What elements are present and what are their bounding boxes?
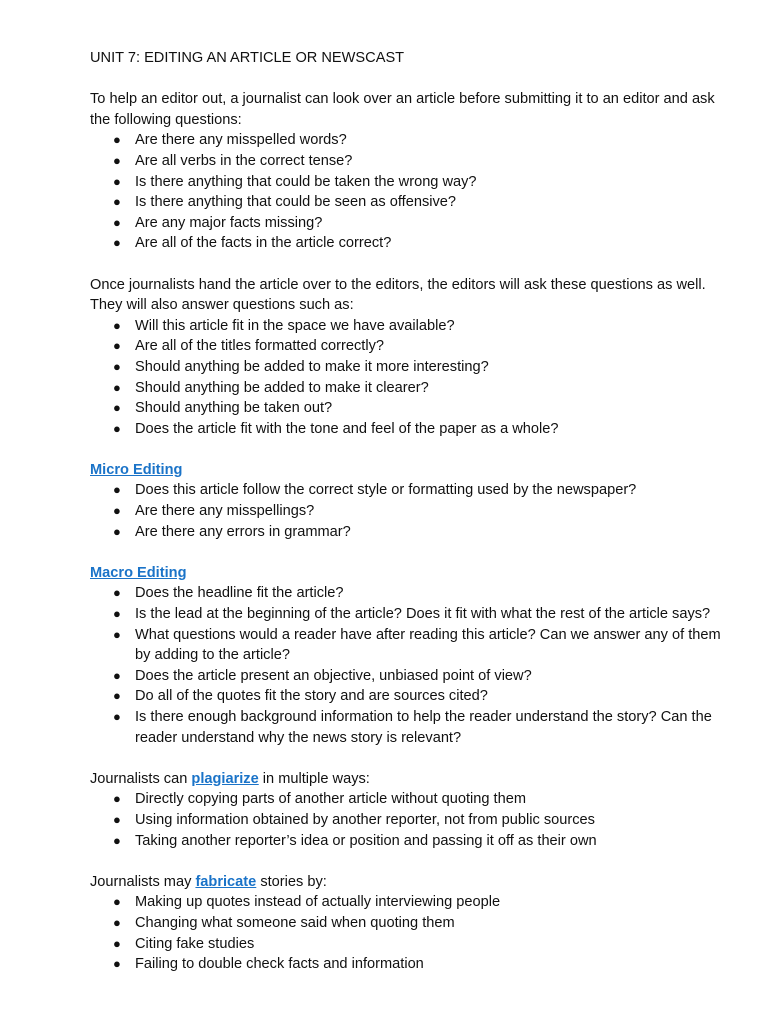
bullet-icon: ● (113, 400, 121, 416)
list-item (90, 789, 735, 810)
bullet-icon: ● (113, 503, 121, 519)
list-item (90, 480, 735, 501)
list-item (90, 583, 735, 604)
list-item-text: Should anything be added to make it clearer? (135, 379, 429, 396)
fabricate-text-before: Journalists may (90, 873, 196, 890)
list-item-text: Will this article fit in the space we have available? (135, 317, 455, 334)
page-title: UNIT 7: EDITING AN ARTICLE OR NEWSCAST (90, 50, 405, 66)
bullet-icon: ● (113, 626, 121, 642)
macro-editing-heading-link[interactable]: Macro Editing (90, 564, 187, 581)
micro-editing-list (90, 480, 735, 542)
plagiarize-section (90, 769, 735, 851)
list-item-text: Does the article fit with the tone and feel of the paper as a whole? (135, 420, 559, 437)
bullet-icon: ● (113, 606, 121, 622)
list-item (90, 934, 735, 955)
plagiarize-paragraph (90, 769, 735, 790)
list-item (90, 501, 735, 522)
bullet-icon: ● (113, 667, 121, 683)
list-item-text: Using information obtained by another reporter, not from public sources (135, 811, 595, 828)
list-item (90, 213, 735, 234)
bullet-icon: ● (113, 173, 121, 189)
bullet-icon: ● (113, 791, 121, 807)
bullet-icon: ● (113, 420, 121, 436)
bullet-icon: ● (113, 379, 121, 395)
list-item-text: Is there anything that could be seen as offensive? (135, 194, 457, 211)
bullet-icon: ● (113, 523, 121, 539)
bullet-icon: ● (113, 235, 121, 251)
fabricate-paragraph (90, 872, 735, 893)
list-item (90, 686, 735, 707)
list-item-text: What questions would a reader have after reading this article? Can we answer any of them by adding to the article? (135, 626, 721, 664)
list-item (90, 357, 735, 378)
bullet-icon: ● (113, 317, 121, 333)
list-item (90, 398, 735, 419)
list-item-text: Changing what someone said when quoting them (135, 914, 455, 931)
fabricate-list (90, 892, 735, 974)
document-page (90, 48, 735, 975)
list-item (90, 954, 735, 975)
bullet-icon: ● (113, 194, 121, 210)
bullet-icon: ● (113, 152, 121, 168)
bullet-icon: ● (113, 482, 121, 498)
bullet-icon: ● (113, 214, 121, 230)
list-item-text: Does the article present an objective, unbiased point of view? (135, 667, 532, 684)
bullet-icon: ● (113, 956, 121, 972)
list-item-text: Is there anything that could be taken the wrong way? (135, 173, 477, 190)
list-item-text: Should anything be added to make it more interesting? (135, 358, 489, 375)
bullet-icon: ● (113, 688, 121, 704)
list-item (90, 831, 735, 852)
list-item-text: Does this article follow the correct style or formatting used by the newspaper? (135, 482, 637, 499)
list-item (90, 233, 735, 254)
intro-list (90, 130, 735, 254)
macro-editing-section (90, 563, 735, 748)
list-item (90, 666, 735, 687)
list-item-text: Are any major facts missing? (135, 214, 323, 231)
list-item-text: Taking another reporter’s idea or position and passing it off as their own (135, 832, 597, 849)
macro-editing-list (90, 583, 735, 748)
bullet-icon: ● (113, 358, 121, 374)
bullet-icon: ● (113, 811, 121, 827)
micro-editing-heading-link[interactable]: Micro Editing (90, 461, 183, 478)
plagiarize-text-before: Journalists can (90, 770, 192, 787)
list-item (90, 913, 735, 934)
list-item (90, 192, 735, 213)
list-item-text: Should anything be taken out? (135, 400, 333, 417)
list-item (90, 625, 735, 666)
list-item-text: Making up quotes instead of actually interviewing people (135, 894, 501, 911)
list-item-text: Do all of the quotes fit the story and are sources cited? (135, 688, 488, 705)
list-item-text: Are there any misspellings? (135, 503, 315, 520)
list-item-text: Failing to double check facts and information (135, 956, 424, 973)
bullet-icon: ● (113, 914, 121, 930)
intro-section (90, 89, 735, 254)
list-item-text: Is there enough background information to help the reader understand the story? Can the reader understand why the news story is relevant? (135, 709, 712, 746)
list-item-text: Are all verbs in the correct tense? (135, 152, 353, 169)
bullet-icon: ● (113, 709, 121, 724)
micro-editing-section (90, 460, 735, 542)
list-item-text: Does the headline fit the article? (135, 585, 344, 602)
plagiarize-text-after: in multiple ways: (258, 770, 370, 787)
intro-paragraph: To help an editor out, a journalist can look over an article before submitting it to an editor and ask the following questions: (90, 91, 715, 128)
editors-paragraph: Once journalists hand the article over to the editors, the editors will ask these questions as well. They will also answer questions such as: (90, 276, 706, 314)
bullet-icon: ● (113, 935, 121, 951)
list-item-text: Directly copying parts of another article without quoting them (135, 791, 526, 808)
editors-section (90, 275, 735, 440)
fabricate-link[interactable]: fabricate (195, 873, 257, 890)
list-item-text: Are there any misspelled words? (135, 132, 347, 149)
list-item (90, 707, 735, 748)
editors-list (90, 316, 735, 440)
list-item-text: Are there any errors in grammar? (135, 523, 351, 540)
plagiarize-list (90, 789, 735, 851)
list-item-text: Is the lead at the beginning of the article? Does it fit with what the rest of the article says? (135, 606, 711, 623)
list-item-text: Citing fake studies (135, 935, 255, 952)
list-item (90, 604, 735, 625)
plagiarize-link[interactable]: plagiarize (191, 770, 259, 787)
fabricate-text-after: stories by: (256, 873, 327, 890)
list-item (90, 810, 735, 831)
list-item (90, 419, 735, 440)
list-item-text: Are all of the facts in the article correct? (135, 235, 392, 252)
fabricate-section (90, 872, 735, 975)
list-item (90, 151, 735, 172)
bullet-icon: ● (113, 132, 121, 148)
list-item (90, 892, 735, 913)
list-item (90, 172, 735, 193)
list-item (90, 336, 735, 357)
list-item (90, 522, 735, 543)
bullet-icon: ● (113, 894, 121, 910)
list-item-text: Are all of the titles formatted correctly? (135, 338, 385, 355)
list-item (90, 316, 735, 337)
bullet-icon: ● (113, 832, 121, 848)
bullet-icon: ● (113, 338, 121, 354)
list-item (90, 130, 735, 151)
bullet-icon: ● (113, 585, 121, 601)
list-item (90, 378, 735, 399)
